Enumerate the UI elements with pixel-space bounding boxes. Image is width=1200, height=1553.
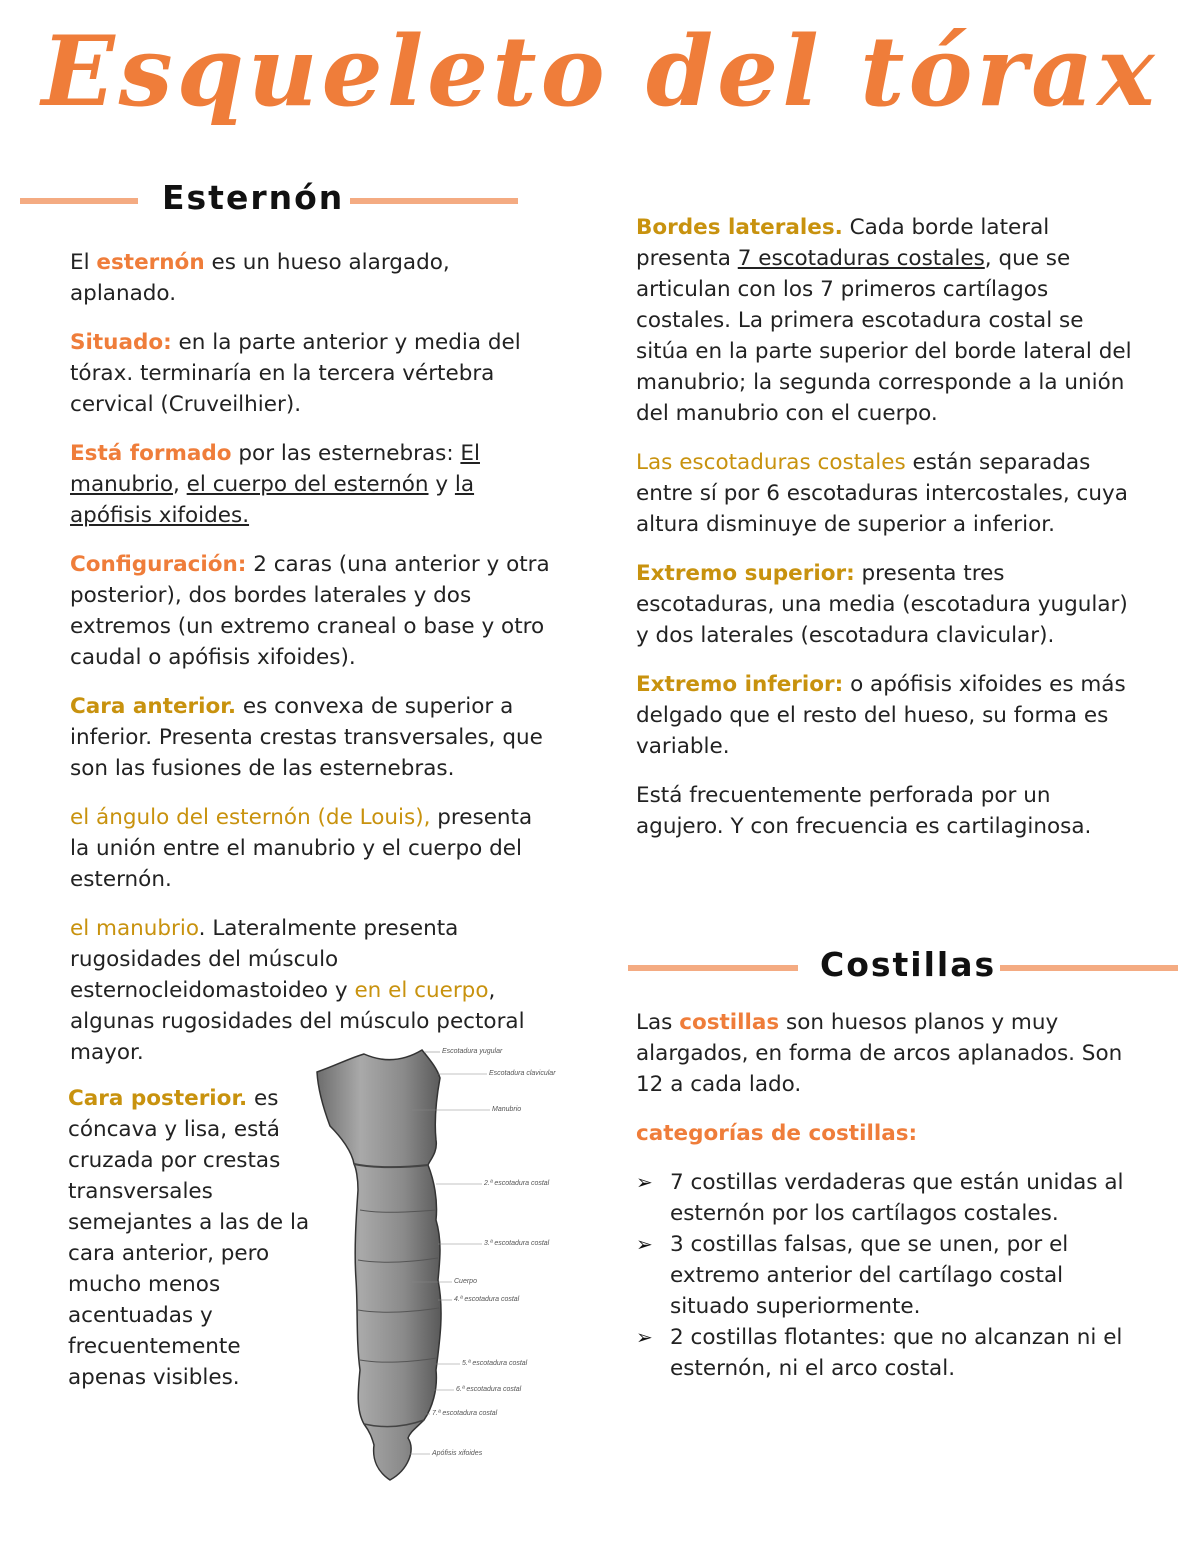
highlight: en el cuerpo [354, 978, 489, 1003]
heading-rule-right [1000, 965, 1178, 971]
paragraph-extremo-superior: Extremo superior: presenta tres escotaduras, una media (escotadura yugular) y dos laterales (escotadura clavicular). [636, 561, 1128, 648]
highlight: Extremo superior: [636, 561, 855, 586]
figure-label: Manubrio [492, 1106, 522, 1113]
highlight: Las escotaduras costales [636, 450, 906, 475]
section-heading-sternum [20, 178, 520, 218]
figure-label: Escotadura yugular [442, 1048, 503, 1055]
highlight: esternón [96, 250, 205, 275]
highlight: Bordes laterales. [636, 215, 843, 240]
section-heading-ribs [628, 945, 1180, 985]
right-column [636, 212, 1136, 860]
heading-label: Costillas [820, 945, 997, 984]
paragraph-cara-anterior: Cara anterior. es convexa de superior a inferior. Presenta crestas transversales, que son las fusiones de las esternebras. [70, 694, 543, 781]
highlight: costillas [679, 1010, 780, 1035]
highlight: Extremo inferior: [636, 672, 844, 697]
highlight: Cara anterior. [70, 694, 237, 719]
arrow-bullet-icon: ➢ [636, 1170, 653, 1194]
paragraph-formado: Está formado por las esternebras: El manubrio, el cuerpo del esternón y la apófisis xifoides. [70, 441, 480, 528]
figure-label: 5.ª escotadura costal [462, 1360, 528, 1367]
paragraph-definition: El esternón es un hueso alargado, aplanado. [70, 250, 450, 306]
arrow-bullet-icon: ➢ [636, 1232, 653, 1256]
figure-label: Escotadura clavicular [489, 1070, 556, 1077]
highlight: el ángulo del esternón (de Louis), [70, 805, 431, 830]
list-item: ➢ 2 costillas flotantes: que no alcanzan ni el esternón, ni el arco costal. [600, 1322, 1136, 1384]
heading-rule-right [350, 198, 518, 204]
highlight: el manubrio [70, 916, 199, 941]
paragraph-angulo: el ángulo del esternón (de Louis), presenta la unión entre el manubrio y el cuerpo del esternón. [70, 805, 533, 892]
paragraph-extremo-inferior: Extremo inferior: o apófisis xifoides es más delgado que el resto del hueso, su forma es variable. [636, 672, 1126, 759]
paragraph-cara-posterior: Cara posterior. es cóncava y lisa, está cruzada por crestas transversales semejantes a las de la cara anterior, pero mucho menos acentuadas y frecuentemente apenas visibles. [68, 1086, 310, 1390]
list-item: ➢ 3 costillas falsas, que se unen, por el extremo anterior del cartílago costal situado superiormente. [600, 1229, 1136, 1322]
paragraph-escotaduras: Las escotaduras costales están separadas entre sí por 6 escotaduras intercostales, cuya altura disminuye de superior a inferior. [636, 450, 1128, 537]
page-title: Esqueleto del tórax [41, 15, 1159, 128]
highlight: Configuración: [70, 552, 247, 577]
list-item: ➢ 7 costillas verdaderas que están unidas al esternón por los cartílagos costales. [600, 1167, 1136, 1229]
heading-rule-left [20, 198, 138, 204]
figure-label: 2.ª escotadura costal [484, 1180, 550, 1187]
heading-rule-left [628, 965, 798, 971]
figure-label: 7.ª escotadura costal [432, 1410, 498, 1417]
cara-posterior-block [68, 1083, 318, 1411]
highlight: Situado: [70, 330, 172, 355]
paragraph-bordes-laterales: Bordes laterales. Cada borde lateral presenta 7 escotaduras costales, que se articulan con los 7 primeros cartílagos costales. La primera escotadura costal se sitúa en la parte superior del borde lateral del manubrio; la segunda corresponde a la unión del manubrio con el cuerpo. [636, 215, 1132, 426]
rib-categories-list [600, 1167, 1136, 1384]
figure-label: Apófisis xifoides [432, 1450, 483, 1457]
figure-label: 6.ª escotadura costal [456, 1386, 522, 1393]
paragraph-perforada: Está frecuentemente perforada por un agujero. Y con frecuencia es cartilaginosa. [636, 783, 1092, 839]
highlight: Está formado [70, 441, 232, 466]
paragraph-manubrio: el manubrio. Lateralmente presenta rugosidades del músculo esternocleidomastoideo y en el cuerpo, algunas rugosidades del músculo pectoral mayor. [70, 916, 525, 1065]
paragraph-configuracion: Configuración: 2 caras (una anterior y otra posterior), dos bordes laterales y dos extremos (un extremo craneal o base y otro caudal o apófisis xifoides). [70, 552, 550, 670]
figure-label: 3.ª escotadura costal [484, 1240, 550, 1247]
figure-label: Cuerpo [454, 1278, 477, 1285]
heading-label: Esternón [162, 178, 345, 217]
arrow-bullet-icon: ➢ [636, 1325, 653, 1349]
left-column [70, 247, 550, 1086]
categories-heading: categorías de costillas: [636, 1121, 918, 1146]
ribs-column [636, 1007, 1136, 1384]
highlight: Cara posterior. [68, 1086, 248, 1111]
figure-label: 4.ª escotadura costal [454, 1296, 520, 1303]
paragraph-situado: Situado: en la parte anterior y media del tórax. terminaría en la tercera vértebra cervical (Cruveilhier). [70, 330, 521, 417]
sternum-illustration [312, 1040, 556, 1490]
paragraph-ribs-intro: Las costillas son huesos planos y muy alargados, en forma de arcos aplanados. Son 12 a cada lado. [636, 1010, 1123, 1097]
